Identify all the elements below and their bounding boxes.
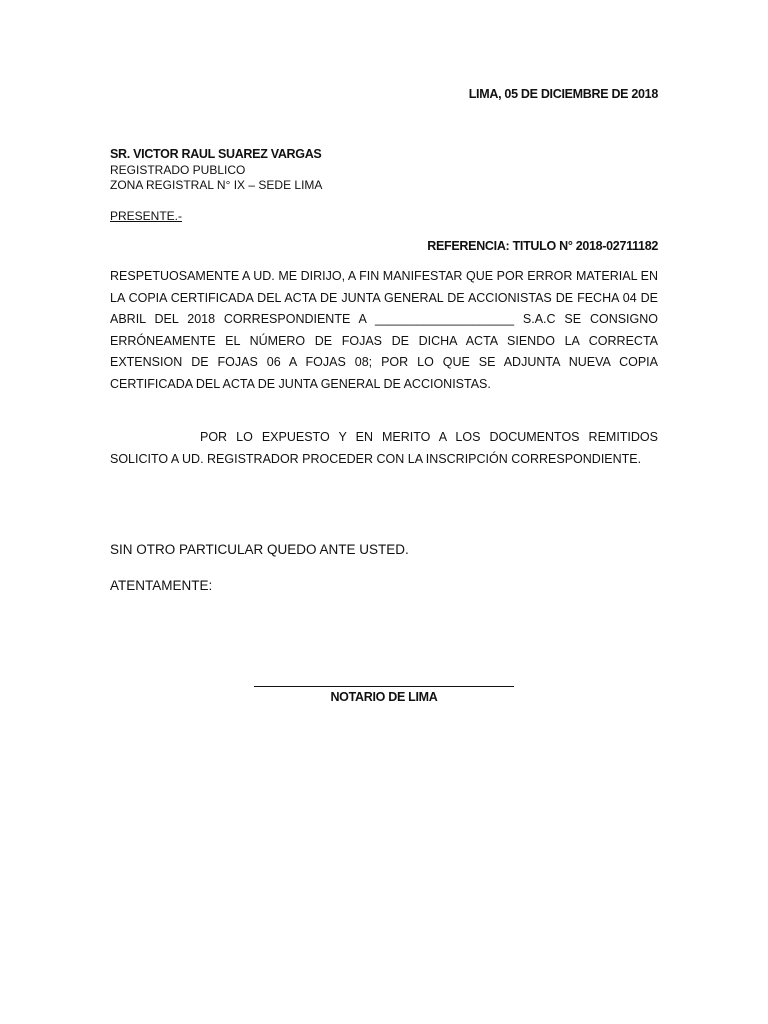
signature-label: NOTARIO DE LIMA [330,690,438,704]
greeting: PRESENTE.- [110,209,183,223]
addressee-name: SR. VICTOR RAUL SUAREZ VARGAS [110,147,322,161]
body-paragraph-2: POR LO EXPUESTO Y EN MERITO A LOS DOCUMENTOS REMITIDOS SOLICITO A UD. REGISTRADOR PROCEDER CON LA INSCRIPCIÓN CORRESPONDIENTE. [110,430,658,466]
sign-off: ATENTAMENTE: [110,578,213,593]
addressee-block [110,147,322,194]
addressee-office: ZONA REGISTRAL N° IX – SEDE LIMA [110,178,323,192]
letter-date: LIMA, 05 DE DICIEMBRE DE 2018 [468,87,658,101]
closing-line: SIN OTRO PARTICULAR QUEDO ANTE USTED. [110,542,409,557]
body-paragraph-1: RESPETUOSAMENTE A UD. ME DIRIJO, A FIN MANIFESTAR QUE POR ERROR MATERIAL EN LA COPIA CERTIFICADA DEL ACTA DE JUNTA GENERAL DE ACCIONISTAS DE FECHA 04 DE ABRIL DEL 2018 CORRESPONDIENTE A ____________________ S.A.C SE CONSIGNO ERRÓNEAMENTE EL NÚMERO DE FOJAS DE DICHA ACTA SIENDO LA CORRECTA EXTENSION DE FOJAS 06 A FOJAS 08; POR LO QUE SE ADJUNTA NUEVA COPIA CERTIFICADA DEL ACTA DE JUNTA GENERAL DE ACCIONISTAS. [110,269,658,391]
signature-line [254,686,514,687]
reference-line: REFERENCIA: TITULO N° 2018-02711182 [427,239,658,253]
addressee-title: REGISTRADO PUBLICO [110,162,246,177]
